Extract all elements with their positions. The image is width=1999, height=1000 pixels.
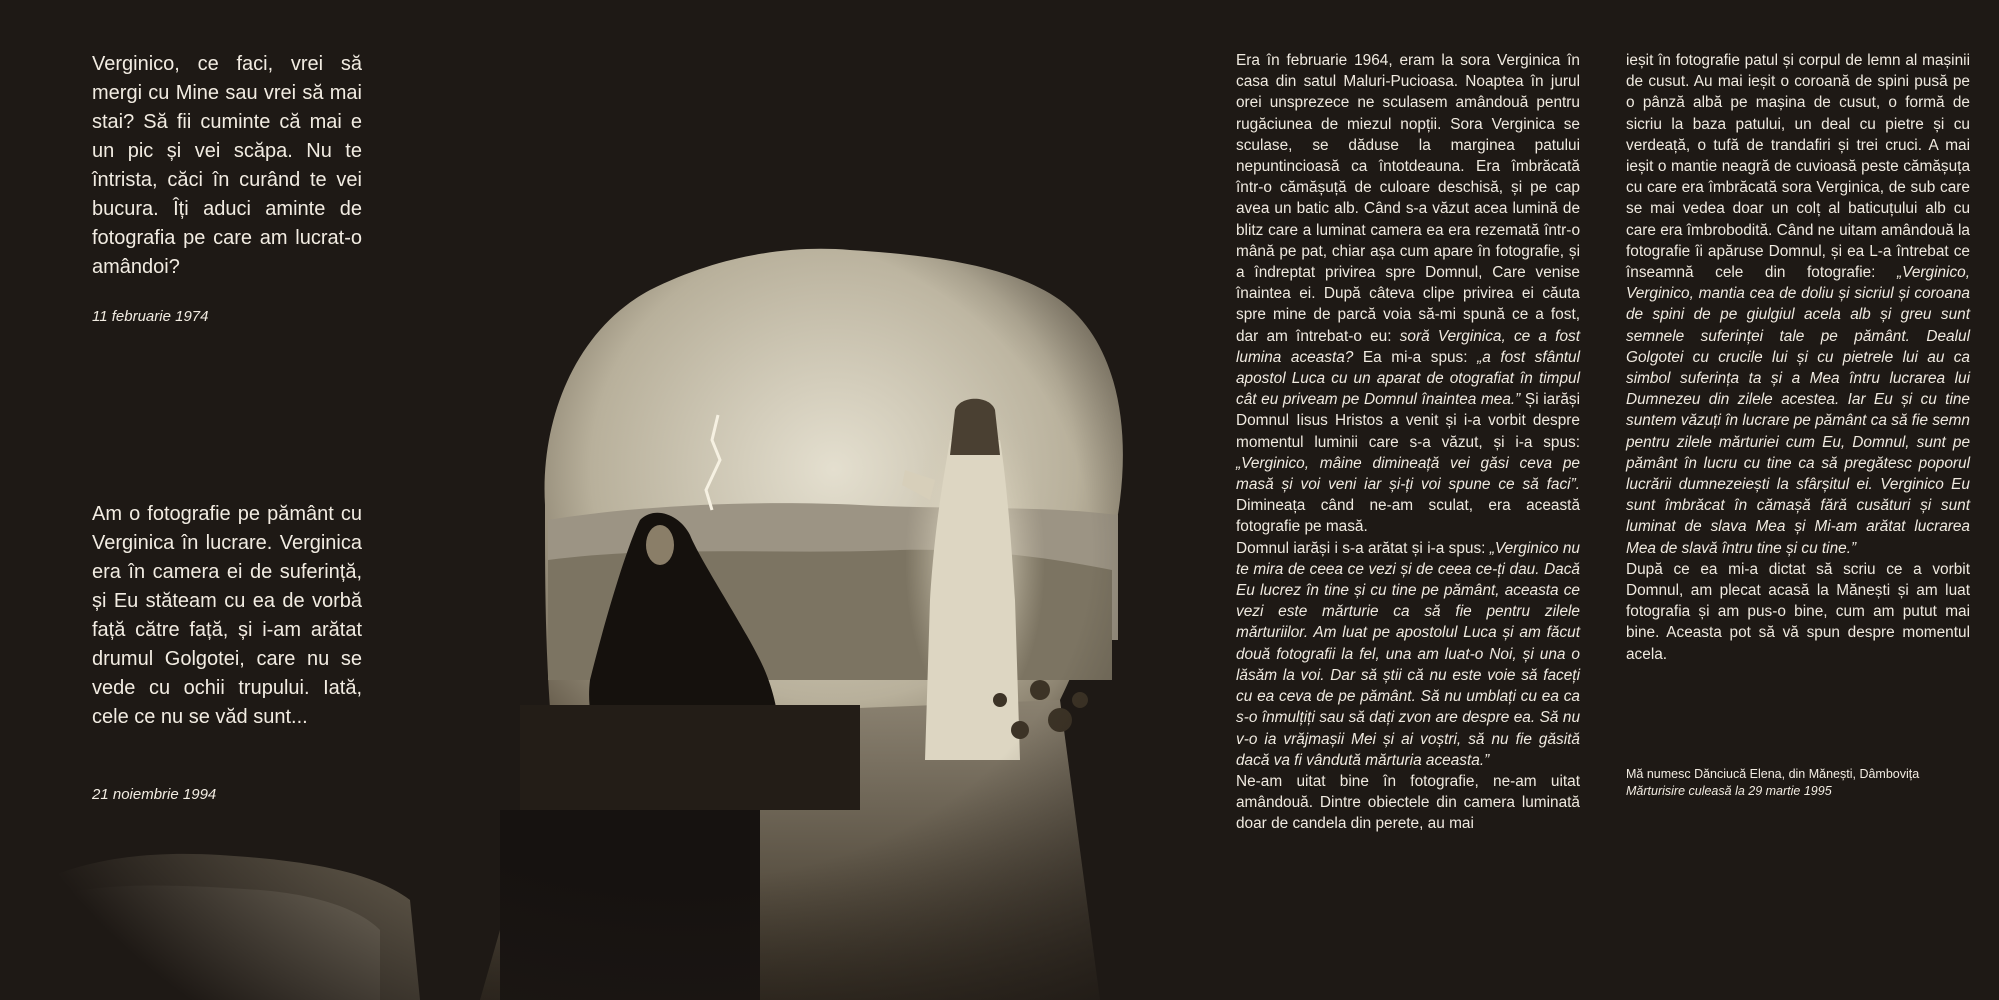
italic-span: „Verginico nu te mira de ceea ce vezi și de ceea ce-ți dau. Dacă Eu lucrez în tine și cu tine pe pământ, aceasta ce vezi este mărturie ca să fie pentru zilele mărturiilor. Am luat pe apostolul Luca și am făcut două fotografii la fel, una am luat-o Noi, și una o lăsăm la voi. Dar să știi că nu este voie să faceți cu ea ceva de pe pământ. Să nu umblați cu ea ca s-o înmulțiți sau să dați zvon are despre ea. Să nu v-o ia vrăjmașii Mei și ai voștri, să nu fie găsită dacă va fi vândută mărturia aceasta.” — [1236, 539, 1580, 769]
signature-block — [1626, 766, 1986, 800]
quote-2-date: 21 noiembrie 1994 — [92, 786, 217, 803]
text-span: Era în februarie 1964, eram la sora Verginica în casa din satul Maluri-Pucioasa. Noaptea în jurul orei unsprezece ne sculasem amândouă pentru rugăciunea de miezul nopții. Sora Verginica se sculase, se dăduse la marginea patului nepuntincioasă ca întotdeauna. Era îmbrăcată într-o cămășuță de culoare deschisă, și pe cap avea un batic alb. Când s-a văzut acea lumină de blitz care a luminat camera ea era rezemată într-o mână pe pat, chiar așa cum apare în fotografie, și a îndreptat privirea spre Domnul, Care venise înaintea ei. După câteva clipe privirea ei căuta spre mine de parcă voia să-mi spună ce a fost, dar am întrebat-o eu: — [1236, 52, 1580, 345]
text-span: Ea mi-a spus: — [1353, 348, 1478, 366]
quote-1: Verginico, ce faci, vrei să mergi cu Mine sau vrei să mai stai? Să fii cuminte că mai e un pic și vei scăpa. Nu te întrista, căci în curând te vei bucura. Îți aduci aminte de fotografia pe care am lucrat-o amândoi? — [92, 53, 362, 278]
text-span: Și iarăși Domnul Iisus Hristos a venit și i-a vorbit despre momentul luminii care s-a văzut, și i-a spus: — [1236, 391, 1580, 451]
paragraph: Ne-am uitat bine în fotografie, ne-am uitat amândouă. Dintre obiectele din camera luminată doar de candela din perete, au mai — [1236, 772, 1580, 833]
signature-name: Mă numesc Dănciucă Elena, din Mănești, Dâmbovița — [1626, 767, 1920, 781]
text-span: ieșit în fotografie patul și corpul de lemn al mașinii de cusut. Au mai ieșit o coroană de spini pusă pe o pânză albă pe mașina de cusut, o formă de sicriu la baza patului, un deal cu pietre și cu verdeață, o tufă de trandafiri și trei cruci. A mai ieșit o mantie neagră de cuvioasă peste cămășuța cu care era îmbrăcată sora Verginica, de sub care se mai vedea doar un colț al baticuțului alb cu care era îmbrobodită. Când ne uitam amândouă la fotografie îi apăruse Domnul, și ea L-a întrebat ce înseamnă cele din fotografie: — [1626, 52, 1970, 282]
signature-date: Mărturisire culeasă la 29 martie 1995 — [1626, 784, 1832, 798]
testimony-column-a — [1236, 50, 1580, 835]
quote-1-date: 11 februarie 1974 — [92, 308, 209, 325]
paragraph — [1626, 50, 1970, 559]
testimony-column-b — [1626, 50, 1970, 665]
quote-2: Am o fotografie pe pământ cu Verginica în lucrare. Verginica era în camera ei de suferință, și Eu stăteam cu ea de vorbă față către față, și i-am arătat drumul Golgotei, care nu se vede cu ochii trupului. Iată, cele ce nu se văd sunt... — [92, 503, 362, 728]
text-span: Domnul iarăși i s-a arătat și i-a spus: — [1236, 539, 1490, 557]
italic-span: soră Verginica, ce a fost lumina aceasta? — [1236, 327, 1580, 366]
italic-span: „Verginico, Verginico, mantia cea de doliu și sicriul și coroana de spini de pe giulgiul acela alb și greu sunt semnele suferinței tale pe pământ. Dealul Golgotei cu crucile lui și cu pietrele lui au ca simbol suferința ta și a Mea întru lucrarea lui Dumnezeu din zilele acestea. Iar Eu și cu tine suntem văzuți în lucrare pe pământ ca să fie semn pentru zilele mărturiei cum Eu, Domnul, sunt pe pământ în lucru cu tine ca să pregătesc poporul lucrării dumnezeiești la sfârșitul ei. Verginico Eu sunt îmbrăcat în cămașă fără cusături și sunt luminat de slava Mea și Mi-am arătat lucrarea Mea de slavă întru tine și cu tine.” — [1626, 264, 1970, 557]
italic-span: „a fost sfântul apostol Luca cu un aparat de otografiat în timpul cât eu priveam pe Domnul înaintea mea.” — [1236, 348, 1581, 409]
paragraph: După ce ea mi-a dictat să scriu ce a vorbit Domnul, am plecat acasă la Mănești și am luat fotografia și am pus-o bine, cum am putut mai bine. Aceasta pot să vă spun despre momentul acela. — [1626, 560, 1970, 663]
text-span: Dimineața când ne-am sculat, era această fotografie pe masă. — [1236, 497, 1580, 536]
paragraph — [1236, 538, 1580, 771]
paragraph — [1236, 50, 1580, 538]
italic-span: „Verginico, mâine dimineață vei găsi ceva pe masă și voi veni iar și-ți voi spune ce să faci”. — [1236, 454, 1580, 494]
